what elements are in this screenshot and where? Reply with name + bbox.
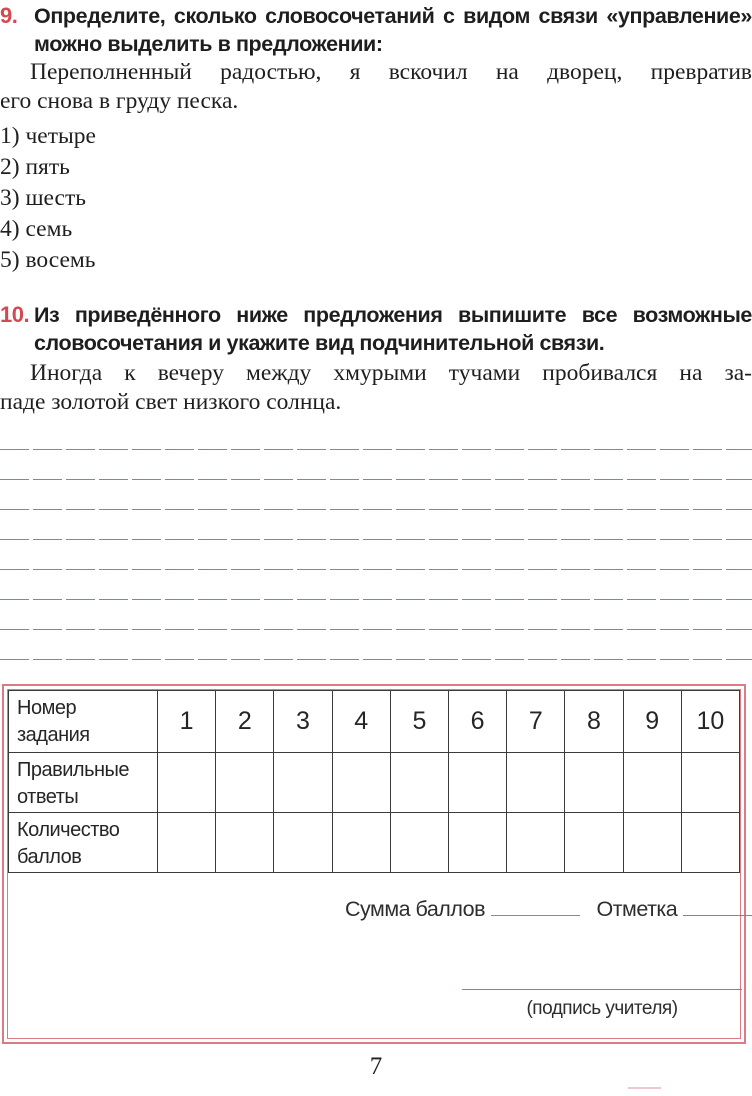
question-9-options <box>0 121 752 276</box>
question-10-header <box>0 301 752 357</box>
answer-writing-line <box>0 420 752 450</box>
question-10-prompt <box>34 301 752 357</box>
question-9-number: 9. <box>0 3 18 28</box>
score-table-grid <box>8 690 740 873</box>
answer-writing-line <box>0 630 752 660</box>
score-table-empty-cell <box>565 813 623 873</box>
corner-print-mark <box>628 1087 661 1089</box>
score-table-empty-cell <box>682 753 740 813</box>
score-table-empty-cell <box>216 813 274 873</box>
score-table-empty-cell <box>158 753 216 813</box>
question-10-prompt-line-1: Из приведённого ниже предложения выпишите все возможные <box>34 303 752 327</box>
mark-blank-line <box>683 915 752 916</box>
score-table-column-header: 6 <box>449 691 507 753</box>
score-table-empty-cell <box>158 813 216 873</box>
score-table-row-header: Количество баллов <box>9 813 158 873</box>
score-table-column-header: 10 <box>682 691 740 753</box>
sum-blank-line <box>491 915 580 916</box>
score-table-empty-cell <box>391 753 449 813</box>
score-table-empty-cell <box>391 813 449 873</box>
answer-option-3: 3) шесть <box>0 185 86 211</box>
score-table-empty-cell <box>216 753 274 813</box>
question-10-prompt-line-2: словосочетания и укажите вид подчинительной связи. <box>34 331 605 355</box>
answer-option-5: 5) восемь <box>0 247 96 273</box>
question-9-header <box>0 2 752 58</box>
question-10-sentence <box>0 359 752 416</box>
answer-option-1: 1) четыре <box>0 123 96 149</box>
score-table-empty-cell <box>274 753 332 813</box>
signature-line <box>462 983 742 990</box>
answer-writing-line <box>0 450 752 480</box>
mark-label: Отметка <box>596 897 678 921</box>
sum-label: Сумма баллов <box>345 897 486 921</box>
page-number: 7 <box>369 1053 383 1080</box>
score-table-column-header: 4 <box>333 691 391 753</box>
score-table-frame <box>2 684 746 1044</box>
score-table-column-header: 2 <box>216 691 274 753</box>
answer-writing-line <box>0 510 752 540</box>
score-table-empty-cell <box>449 753 507 813</box>
score-table-empty-cell <box>507 813 565 873</box>
score-table-empty-cell <box>624 753 682 813</box>
score-table-column-header: 5 <box>391 691 449 753</box>
question-10-sentence-line-2: паде золотой свет низкого солнца. <box>0 388 342 415</box>
question-9-sentence-line-2: его снова в груду песка. <box>0 87 239 114</box>
question-9-sentence <box>0 58 752 115</box>
question-10-number: 10. <box>0 302 30 327</box>
score-table-empty-cell <box>682 813 740 873</box>
question-9-prompt-line-2: можно выделить в предложении: <box>34 32 383 56</box>
answer-option-4: 4) семь <box>0 216 73 242</box>
score-table-column-header: 8 <box>565 691 623 753</box>
score-table-empty-cell <box>333 753 391 813</box>
score-summary-area <box>8 873 740 1038</box>
score-table-empty-cell <box>507 753 565 813</box>
score-table-empty-cell <box>449 813 507 873</box>
answer-writing-line <box>0 540 752 570</box>
score-table-empty-cell <box>624 813 682 873</box>
score-table-column-header: 7 <box>507 691 565 753</box>
score-table-column-header: 9 <box>624 691 682 753</box>
answer-writing-line <box>0 570 752 600</box>
score-table-empty-cell <box>274 813 332 873</box>
score-table-corner-header: Номер задания <box>9 691 158 753</box>
score-table-row-header: Правильные ответы <box>9 753 158 813</box>
score-table-inner-frame <box>7 689 741 1039</box>
answer-writing-line <box>0 600 752 630</box>
answer-writing-line <box>0 480 752 510</box>
answer-option-2: 2) пять <box>0 154 70 180</box>
question-9-sentence-line-1: Переполненный радостью, я вскочил на дворец, превратив <box>30 59 752 85</box>
score-table-empty-cell <box>565 753 623 813</box>
signature-caption: (подпись учителя) <box>526 998 678 1019</box>
signature-block <box>462 983 742 1020</box>
question-9-prompt <box>34 2 752 58</box>
answer-lines-section <box>0 420 752 660</box>
score-table-column-header: 3 <box>274 691 332 753</box>
score-table-column-header: 1 <box>158 691 216 753</box>
score-sum-row <box>345 897 752 922</box>
question-9-prompt-line-1: Определите, сколько словосочетаний с видом связи «управление» <box>34 4 752 28</box>
question-10-sentence-line-1: Иногда к вечеру между хмурыми тучами пробивался на за- <box>30 360 752 386</box>
score-table-empty-cell <box>333 813 391 873</box>
